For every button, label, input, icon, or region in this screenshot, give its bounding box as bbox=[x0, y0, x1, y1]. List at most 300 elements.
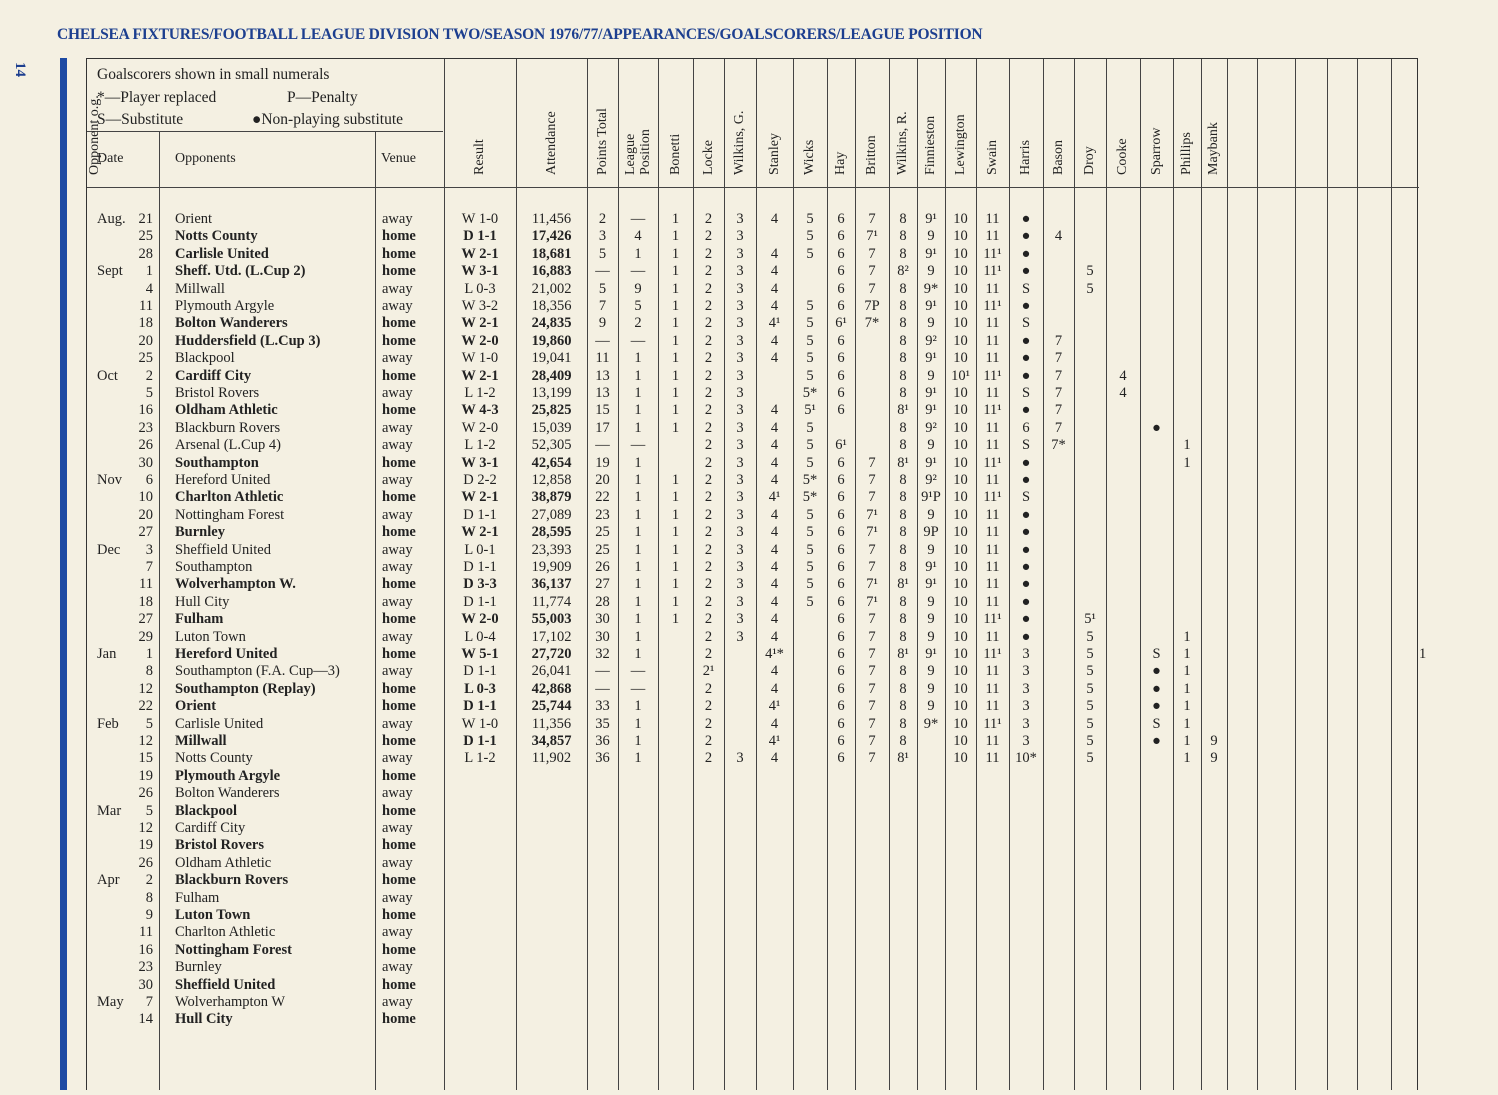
cell-wicks: 5 bbox=[806, 228, 814, 245]
date-day: 19 bbox=[138, 837, 153, 854]
cell-result: W 2-1 bbox=[461, 489, 499, 506]
cell-sparrow: ● bbox=[1152, 663, 1161, 680]
cell-wilkins-g: 3 bbox=[736, 263, 744, 280]
cell-lewington: 10 bbox=[953, 280, 968, 297]
cell-result: D 2-2 bbox=[463, 472, 497, 488]
cell-bonetti: 1 bbox=[671, 298, 680, 314]
date-day: 16 bbox=[138, 402, 153, 419]
cell-wilkins-r: 8 bbox=[899, 280, 907, 297]
cell-droy: 5 bbox=[1086, 646, 1094, 662]
cell-wilkins-g: 3 bbox=[736, 245, 744, 262]
cell-locke: 2 bbox=[704, 506, 713, 523]
cell-britton: 7 bbox=[868, 663, 876, 680]
cell-lewington: 10 bbox=[953, 402, 968, 419]
cell-result: L 1-2 bbox=[464, 437, 496, 454]
cell-wicks: 5 bbox=[806, 576, 814, 593]
cell-attendance: 34,857 bbox=[531, 733, 572, 749]
cell-hay: 6 bbox=[837, 245, 845, 262]
cell-result: D 1-1 bbox=[463, 733, 497, 749]
column-header-maybank: Maybank bbox=[1206, 122, 1221, 175]
cell-britton: 7 bbox=[868, 680, 876, 697]
opponent-name: Bristol Rovers bbox=[175, 385, 260, 401]
cell-points-total: 30 bbox=[595, 628, 610, 645]
cell-wilkins-r: 8¹ bbox=[897, 454, 909, 471]
cell-bonetti: 1 bbox=[671, 506, 680, 523]
cell-stanley: 4 bbox=[770, 750, 779, 767]
date-day: 28 bbox=[138, 245, 153, 262]
cell-wilkins-g: 3 bbox=[736, 437, 744, 454]
cell-stanley: 4¹ bbox=[768, 315, 781, 332]
cell-britton: 7 bbox=[868, 454, 876, 471]
opponent-name: Huddersfield (L.Cup 3) bbox=[175, 332, 321, 349]
cell-finnieston: 9 bbox=[927, 263, 935, 280]
cell-harris: ● bbox=[1021, 628, 1031, 645]
cell-stanley: 4 bbox=[770, 454, 779, 471]
cell-bonetti: 1 bbox=[671, 263, 680, 280]
cell-result: W 2-1 bbox=[461, 524, 499, 541]
cell-league-position: 1 bbox=[634, 733, 642, 749]
cell-finnieston: 9² bbox=[925, 419, 937, 436]
column-line bbox=[1295, 59, 1296, 1090]
cell-hay: 6 bbox=[837, 541, 845, 558]
opponent-name: Plymouth Argyle bbox=[175, 298, 275, 314]
date-day: 23 bbox=[138, 419, 153, 436]
column-line bbox=[1391, 59, 1392, 1090]
cell-finnieston: 9 bbox=[927, 506, 935, 523]
opponent-name: Millwall bbox=[175, 733, 227, 749]
cell-finnieston: 9 bbox=[927, 628, 935, 645]
cell-attendance: 11,356 bbox=[531, 715, 572, 732]
venue: home bbox=[382, 576, 416, 593]
cell-harris: ● bbox=[1021, 541, 1031, 558]
cell-bonetti: 1 bbox=[671, 559, 680, 575]
cell-britton: 7¹ bbox=[866, 576, 878, 593]
cell-wilkins-r: 8 bbox=[899, 698, 907, 715]
cell-league-position: 1 bbox=[634, 419, 642, 436]
cell-points-total: — bbox=[595, 263, 610, 280]
column-header-opponent-o-g: Opponent o.g. bbox=[87, 95, 102, 175]
cell-hay: 6 bbox=[837, 228, 845, 245]
cell-droy: 5 bbox=[1086, 715, 1094, 732]
cell-harris: ● bbox=[1021, 298, 1031, 314]
column-header-locke: Locke bbox=[700, 140, 716, 175]
cell-finnieston: 9¹ bbox=[925, 454, 937, 471]
cell-britton: 7* bbox=[864, 315, 880, 332]
date-day: 29 bbox=[138, 628, 153, 645]
opponent-name: Bristol Rovers bbox=[175, 837, 264, 854]
cell-swain: 11¹ bbox=[983, 611, 1002, 628]
venue: home bbox=[382, 872, 416, 889]
date-day: 8 bbox=[145, 663, 153, 680]
cell-attendance: 52,305 bbox=[531, 437, 572, 454]
cell-locke: 2 bbox=[704, 593, 713, 610]
cell-finnieston: 9 bbox=[927, 437, 935, 454]
cell-hay: 6 bbox=[837, 680, 845, 697]
column-header-droy: Droy bbox=[1082, 146, 1097, 175]
cell-sparrow: ● bbox=[1152, 733, 1161, 749]
column-header-phillips: Phillips bbox=[1179, 132, 1194, 175]
cell-finnieston: 9¹ bbox=[925, 211, 937, 227]
cell-stanley: 4 bbox=[770, 559, 779, 575]
cell-britton: 7 bbox=[868, 733, 876, 749]
cell-swain: 11¹ bbox=[983, 367, 1002, 384]
cell-points-total: 19 bbox=[595, 454, 610, 471]
cell-harris: 10* bbox=[1015, 750, 1037, 767]
cell-points-total: 5 bbox=[598, 245, 607, 262]
venue: away bbox=[382, 211, 413, 227]
cell-harris: ● bbox=[1021, 472, 1031, 488]
cell-britton: 7 bbox=[868, 263, 876, 280]
cell-hay: 6 bbox=[837, 524, 845, 541]
cell-league-position: 1 bbox=[634, 750, 642, 767]
cell-lewington: 10 bbox=[953, 593, 968, 610]
cell-droy: 5¹ bbox=[1084, 611, 1096, 628]
opponent-name: Sheffield United bbox=[175, 541, 271, 558]
cell-bonetti: 1 bbox=[671, 524, 680, 541]
cell-harris: ● bbox=[1021, 506, 1031, 523]
cell-points-total: 7 bbox=[598, 298, 607, 314]
cell-league-position: 9 bbox=[634, 280, 642, 297]
venue: home bbox=[382, 767, 416, 784]
cell-bason: 4 bbox=[1054, 228, 1063, 245]
venue-header: Venue bbox=[381, 151, 416, 166]
column-line bbox=[1357, 59, 1358, 1090]
venue: away bbox=[382, 628, 413, 645]
date-day: 23 bbox=[138, 959, 153, 976]
cell-hay: 6 bbox=[837, 628, 845, 645]
cell-stanley: 4 bbox=[770, 541, 779, 558]
cell-wicks: 5 bbox=[806, 559, 814, 575]
date-day: 27 bbox=[138, 524, 153, 541]
cell-sparrow: S bbox=[1152, 646, 1161, 662]
venue: away bbox=[382, 298, 413, 314]
cell-finnieston: 9P bbox=[923, 524, 939, 541]
cell-points-total: 30 bbox=[595, 611, 610, 628]
cell-wicks: 5* bbox=[802, 385, 818, 401]
date-day: 5 bbox=[145, 802, 153, 819]
cell-lewington: 10 bbox=[953, 611, 968, 628]
cell-result: W 2-0 bbox=[461, 332, 499, 349]
cell-bason: 7 bbox=[1054, 419, 1063, 436]
cell-stanley: 4 bbox=[770, 524, 779, 541]
key-penalty: P—Penalty bbox=[287, 89, 358, 106]
cell-locke: 2 bbox=[704, 611, 713, 628]
cell-maybank: 9 bbox=[1210, 750, 1218, 767]
cell-wicks: 5¹ bbox=[804, 402, 816, 419]
cell-wilkins-r: 8 bbox=[899, 419, 907, 436]
venue: home bbox=[382, 646, 416, 662]
cell-league-position: — bbox=[630, 680, 646, 697]
cell-result: L 0-4 bbox=[464, 628, 496, 645]
cell-locke: 2 bbox=[704, 263, 713, 280]
cell-droy: 5 bbox=[1086, 698, 1094, 715]
cell-locke: 2 bbox=[704, 472, 713, 488]
cell-finnieston: 9² bbox=[925, 472, 937, 488]
venue: home bbox=[382, 454, 416, 471]
date-month: Aug. bbox=[97, 211, 126, 227]
cell-locke: 2 bbox=[704, 576, 713, 593]
opponent-name: Luton Town bbox=[175, 907, 251, 923]
cell-finnieston: 9¹ bbox=[925, 646, 937, 662]
cell-stanley: 4 bbox=[770, 298, 779, 314]
cell-league-position: 1 bbox=[634, 367, 642, 384]
cell-wilkins-r: 8 bbox=[899, 593, 907, 610]
cell-attendance: 42,654 bbox=[531, 454, 572, 471]
column-line bbox=[1257, 59, 1258, 1090]
cell-wicks: 5 bbox=[806, 315, 814, 332]
opponent-name: Hull City bbox=[175, 593, 230, 610]
cell-wilkins-g: 3 bbox=[736, 628, 744, 645]
venue: home bbox=[382, 907, 416, 923]
cell-swain: 11¹ bbox=[983, 454, 1002, 471]
cell-points-total: 26 bbox=[595, 559, 610, 575]
cell-wilkins-r: 8 bbox=[899, 385, 907, 401]
cell-points-total: 2 bbox=[598, 211, 607, 227]
key-non-playing-substitute: ●Non-playing substitute bbox=[252, 111, 404, 128]
date-day: 7 bbox=[145, 559, 153, 575]
cell-locke: 2 bbox=[704, 211, 713, 227]
column-header-result: Result bbox=[472, 139, 487, 175]
cell-wilkins-r: 8 bbox=[899, 611, 907, 628]
cell-lewington: 10 bbox=[953, 298, 968, 314]
cell-harris: S bbox=[1021, 280, 1031, 297]
venue: away bbox=[382, 994, 413, 1010]
cell-attendance: 11,902 bbox=[531, 750, 572, 767]
cell-hay: 6 bbox=[837, 611, 845, 628]
cell-stanley: 4 bbox=[770, 280, 779, 297]
cell-stanley: 4 bbox=[770, 350, 779, 367]
cell-wicks: 5 bbox=[806, 419, 814, 436]
cell-league-position: 1 bbox=[634, 245, 642, 262]
cell-harris: 3 bbox=[1022, 715, 1030, 732]
date-day: 19 bbox=[138, 767, 153, 784]
cell-swain: 11 bbox=[985, 228, 1000, 245]
venue: away bbox=[382, 541, 413, 558]
cell-finnieston: 9* bbox=[923, 715, 939, 732]
cell-points-total: 11 bbox=[595, 350, 610, 367]
cell-harris: S bbox=[1021, 489, 1031, 506]
venue: away bbox=[382, 472, 413, 488]
date-day: 14 bbox=[138, 1011, 153, 1028]
cell-wilkins-g: 3 bbox=[736, 472, 744, 488]
cell-wilkins-g: 3 bbox=[736, 559, 744, 575]
cell-attendance: 18,356 bbox=[531, 298, 572, 314]
cell-wilkins-g: 3 bbox=[736, 367, 744, 384]
cell-lewington: 10 bbox=[953, 698, 968, 715]
cell-wicks: 5 bbox=[806, 454, 814, 471]
cell-swain: 11 bbox=[985, 506, 1000, 523]
cell-stanley: 4¹ bbox=[768, 698, 781, 715]
opponents-column-line bbox=[375, 131, 376, 1090]
cell-points-total: 35 bbox=[595, 715, 610, 732]
cell-hay: 6 bbox=[837, 576, 845, 593]
cell-phillips: 1 bbox=[1183, 437, 1191, 454]
cell-points-total: 33 bbox=[595, 698, 610, 715]
venue: home bbox=[382, 367, 416, 384]
cell-harris: ● bbox=[1021, 245, 1031, 262]
venue: away bbox=[382, 663, 413, 680]
cell-wilkins-r: 8 bbox=[899, 228, 907, 245]
cell-wilkins-g: 3 bbox=[736, 402, 744, 419]
cell-britton: 7 bbox=[868, 698, 876, 715]
cell-result: D 1-1 bbox=[463, 228, 497, 245]
cell-wicks: 5 bbox=[806, 524, 814, 541]
column-header-sparrow: Sparrow bbox=[1148, 127, 1164, 175]
cell-bonetti: 1 bbox=[671, 350, 680, 367]
cell-wilkins-r: 8 bbox=[899, 524, 907, 541]
blue-margin-bar bbox=[60, 58, 67, 1090]
cell-swain: 11 bbox=[985, 698, 1000, 715]
cell-sparrow: ● bbox=[1152, 419, 1161, 436]
date-day: 30 bbox=[138, 454, 153, 471]
cell-britton: 7 bbox=[868, 715, 876, 732]
date-month: Nov bbox=[97, 472, 122, 488]
venue: home bbox=[382, 611, 416, 628]
cell-harris: ● bbox=[1021, 211, 1031, 227]
cell-points-total: 17 bbox=[595, 419, 610, 436]
cell-wilkins-r: 8 bbox=[899, 680, 907, 697]
cell-bonetti: 1 bbox=[671, 367, 680, 384]
cell-stanley: 4¹* bbox=[765, 646, 784, 662]
cell-wilkins-r: 8¹ bbox=[897, 576, 909, 593]
cell-stanley: 4 bbox=[770, 506, 779, 523]
cell-locke: 2 bbox=[704, 385, 713, 401]
cell-wilkins-r: 8 bbox=[899, 663, 907, 680]
cell-league-position: 1 bbox=[634, 350, 642, 367]
venue: home bbox=[382, 837, 416, 854]
date-month: Feb bbox=[97, 715, 119, 732]
cell-result: W 1-0 bbox=[461, 350, 499, 367]
opponent-name: Hull City bbox=[175, 1011, 233, 1028]
cell-attendance: 24,835 bbox=[531, 315, 572, 332]
date-day: 26 bbox=[138, 785, 153, 802]
cell-swain: 11 bbox=[985, 437, 1000, 454]
cell-bonetti: 1 bbox=[671, 489, 680, 506]
date-day: 26 bbox=[138, 437, 153, 454]
cell-locke: 2 bbox=[704, 750, 713, 767]
opponent-name: Blackburn Rovers bbox=[175, 419, 281, 436]
cell-points-total: — bbox=[595, 663, 610, 680]
cell-locke: 2 bbox=[704, 280, 713, 297]
cell-wicks: 5* bbox=[802, 489, 818, 506]
cell-harris: 3 bbox=[1022, 663, 1030, 680]
date-day: 27 bbox=[138, 611, 153, 628]
cell-lewington: 10 bbox=[953, 263, 968, 280]
cell-droy: 5 bbox=[1086, 280, 1094, 297]
cell-cooke: 4 bbox=[1119, 385, 1127, 401]
key-line-1: Goalscorers shown in small numerals bbox=[97, 66, 330, 83]
cell-finnieston: 9 bbox=[927, 367, 935, 384]
cell-attendance: 16,883 bbox=[531, 263, 572, 280]
cell-hay: 6 bbox=[837, 750, 845, 767]
cell-league-position: 1 bbox=[634, 646, 642, 662]
cell-league-position: 1 bbox=[634, 541, 642, 558]
cell-points-total: 13 bbox=[595, 367, 610, 384]
cell-league-position: 1 bbox=[634, 385, 642, 401]
cell-attendance: 18,681 bbox=[531, 245, 572, 262]
date-day: 5 bbox=[145, 715, 153, 732]
opponent-name: Carlisle United bbox=[175, 715, 264, 732]
date-day: 18 bbox=[138, 593, 153, 610]
cell-hay: 6¹ bbox=[835, 315, 847, 332]
key-substitute: S—Substitute bbox=[97, 111, 184, 128]
cell-swain: 11 bbox=[985, 332, 1000, 349]
venue: away bbox=[382, 889, 413, 906]
venue: away bbox=[382, 506, 413, 523]
column-header-league-position: League Position bbox=[623, 129, 653, 175]
cell-harris: S bbox=[1021, 385, 1031, 401]
cell-hay: 6 bbox=[837, 698, 845, 715]
cell-droy: 5 bbox=[1086, 680, 1094, 697]
cell-lewington: 10 bbox=[953, 454, 968, 471]
cell-hay: 6 bbox=[837, 472, 845, 488]
cell-attendance: 17,102 bbox=[531, 628, 572, 645]
cell-attendance: 17,426 bbox=[531, 228, 572, 245]
cell-wilkins-g: 3 bbox=[736, 385, 744, 401]
cell-result: W 3-1 bbox=[461, 263, 499, 280]
cell-attendance: 27,089 bbox=[531, 506, 572, 523]
opponent-name: Nottingham Forest bbox=[175, 941, 292, 958]
cell-league-position: 1 bbox=[634, 454, 642, 471]
cell-locke: 2 bbox=[704, 332, 713, 349]
venue: away bbox=[382, 854, 413, 871]
cell-attendance: 36,137 bbox=[531, 576, 572, 593]
cell-britton: 7¹ bbox=[866, 593, 878, 610]
opponent-name: Plymouth Argyle bbox=[175, 767, 281, 784]
cell-result: W 3-1 bbox=[461, 454, 499, 471]
cell-league-position: 1 bbox=[634, 593, 642, 610]
cell-stanley: 4 bbox=[770, 402, 779, 419]
cell-bason: 7 bbox=[1054, 402, 1063, 419]
cell-lewington: 10 bbox=[953, 646, 968, 662]
cell-wicks: 5* bbox=[802, 472, 818, 488]
cell-wilkins-r: 8 bbox=[899, 472, 907, 488]
cell-hay: 6 bbox=[837, 733, 845, 749]
cell-locke: 2 bbox=[704, 733, 713, 749]
column-line bbox=[1173, 59, 1174, 1090]
cell-attendance: 27,720 bbox=[531, 646, 572, 662]
cell-swain: 11 bbox=[985, 524, 1000, 541]
cell-harris: S bbox=[1021, 437, 1031, 454]
cell-finnieston: 9¹ bbox=[925, 576, 937, 593]
date-month: Apr bbox=[97, 872, 120, 889]
date-header: Date bbox=[97, 151, 124, 166]
key-player-replaced: *—Player replaced bbox=[97, 89, 217, 106]
cell-result: W 2-1 bbox=[461, 315, 499, 332]
column-line bbox=[1106, 59, 1107, 1090]
cell-hay: 6 bbox=[837, 280, 845, 297]
cell-swain: 11 bbox=[985, 541, 1000, 558]
cell-stanley: 4 bbox=[770, 472, 779, 488]
date-column-line bbox=[159, 131, 160, 1090]
cell-wilkins-g: 3 bbox=[736, 419, 744, 436]
cell-hay: 6 bbox=[837, 489, 845, 506]
cell-wicks: 5 bbox=[806, 332, 814, 349]
cell-opponent-og: 1 bbox=[1419, 646, 1427, 662]
column-header-points-total: Points Total bbox=[594, 108, 610, 175]
column-line bbox=[1201, 59, 1202, 1090]
cell-britton: 7 bbox=[868, 750, 876, 767]
date-day: 15 bbox=[138, 750, 153, 767]
cell-league-position: 1 bbox=[634, 576, 642, 593]
cell-swain: 11 bbox=[985, 472, 1000, 488]
opponent-name: Southampton bbox=[175, 454, 259, 471]
date-day: 16 bbox=[138, 941, 153, 958]
cell-droy: 5 bbox=[1086, 628, 1094, 645]
venue: away bbox=[382, 350, 413, 367]
opponent-name: Arsenal (L.Cup 4) bbox=[175, 437, 281, 454]
cell-wilkins-r: 8 bbox=[899, 489, 907, 506]
